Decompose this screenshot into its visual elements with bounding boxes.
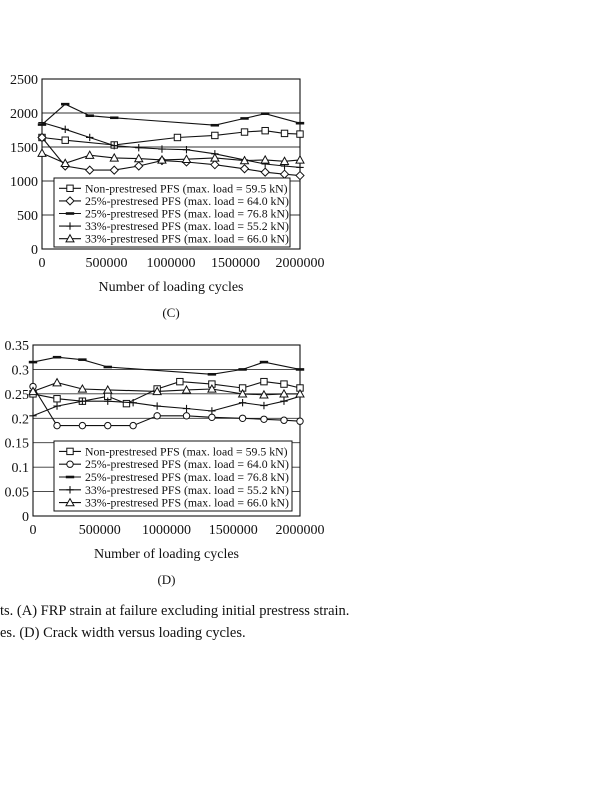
- y-tick-label: 500: [17, 209, 38, 224]
- series-2-point: [54, 422, 60, 428]
- series-2-point: [86, 166, 94, 174]
- x-tick-label: 2000000: [275, 523, 325, 538]
- series-1-point: [261, 378, 267, 384]
- x-tick-label: 1000000: [146, 256, 196, 271]
- series-2-point: [110, 166, 118, 174]
- panel-label: (D): [157, 572, 176, 587]
- series-1-point: [177, 378, 183, 384]
- series-1-point: [54, 396, 60, 402]
- series-1-point: [281, 381, 287, 387]
- series-4-point: [260, 402, 267, 409]
- series-line-5: [33, 383, 300, 395]
- series-1-point: [262, 127, 268, 133]
- y-tick-label: 1000: [10, 175, 38, 190]
- x-tick-label: 0: [38, 256, 46, 271]
- x-axis-label: Number of loading cycles: [98, 280, 244, 295]
- series-4-point: [239, 399, 246, 406]
- legend-entry: 33%-prestresed PFS (max. load = 55.2 kN): [85, 219, 289, 234]
- series-2-point: [241, 165, 249, 173]
- series-1-point: [281, 130, 287, 136]
- series-2-point: [135, 162, 143, 170]
- x-tick-label: 2000000: [275, 256, 325, 271]
- series-1-point: [174, 134, 180, 140]
- y-tick-label: 0: [31, 243, 38, 258]
- series-5-point: [86, 151, 94, 158]
- y-tick-label: 0.25: [4, 387, 29, 403]
- series-line-1: [33, 382, 300, 404]
- series-1-point: [212, 132, 218, 138]
- figure-caption-line-2: es. (D) Crack width versus loading cycles.: [0, 625, 246, 641]
- series-1-point: [241, 129, 247, 135]
- y-tick-label: 0.05: [4, 485, 29, 501]
- series-4-point: [208, 407, 215, 414]
- y-tick-label: 0.15: [4, 436, 29, 452]
- series-2-point: [281, 170, 289, 178]
- chart-panel-c: [10, 73, 325, 320]
- series-1-point: [62, 137, 68, 143]
- y-tick-label: 0.35: [4, 339, 29, 354]
- legend-entry: 33%-prestresed PFS (max. load = 66.0 kN): [85, 495, 289, 510]
- y-tick-label: 1500: [10, 141, 38, 156]
- legend-marker: [67, 461, 73, 467]
- x-tick-label: 0: [29, 523, 37, 538]
- series-4-point: [135, 144, 142, 151]
- y-tick-label: 0.1: [11, 461, 29, 477]
- series-4-point: [158, 145, 165, 152]
- series-5-point: [296, 156, 304, 163]
- legend-entry: Non-prestresed PFS (max. load = 59.5 kN): [85, 444, 288, 459]
- y-tick-label: 2000: [10, 107, 38, 122]
- series-2-point: [261, 168, 269, 176]
- series-line-3: [33, 357, 300, 374]
- y-tick-label: 0.2: [11, 412, 29, 428]
- chart-panel-d: [5, 339, 325, 587]
- series-2-point: [183, 413, 189, 419]
- legend-entry: 25%-prestresed PFS (max. load = 64.0 kN): [85, 457, 289, 472]
- series-line-1: [42, 131, 300, 145]
- series-1-point: [123, 400, 129, 406]
- series-4-point: [296, 164, 303, 171]
- series-2-point: [281, 417, 287, 423]
- legend-entry: 25%-prestresed PFS (max. load = 76.8 kN): [85, 206, 289, 221]
- legend-entry: 25%-prestresed PFS (max. load = 64.0 kN): [85, 193, 289, 208]
- series-2-point: [79, 422, 85, 428]
- series-2-point: [130, 422, 136, 428]
- series-2-point: [261, 416, 267, 422]
- series-2-point: [211, 161, 219, 169]
- x-tick-label: 1500000: [211, 256, 260, 271]
- series-2-point: [239, 415, 245, 421]
- series-4-point: [183, 405, 190, 412]
- series-2-point: [297, 418, 303, 424]
- x-tick-label: 1000000: [142, 523, 191, 538]
- series-1-point: [297, 131, 303, 137]
- legend-marker: [67, 185, 73, 191]
- series-5-point: [53, 379, 61, 386]
- series-5-point: [38, 149, 46, 156]
- series-4-point: [153, 402, 160, 409]
- series-2-point: [296, 172, 304, 180]
- panel-label: (C): [162, 305, 180, 320]
- series-4-point: [62, 126, 69, 133]
- series-line-2: [42, 138, 300, 176]
- legend-marker: [67, 448, 73, 454]
- x-axis-label: Number of loading cycles: [93, 547, 240, 562]
- legend-entry: 33%-prestresed PFS (max. load = 66.0 kN): [85, 231, 289, 246]
- legend-entry: 33%-prestresed PFS (max. load = 55.2 kN): [85, 482, 289, 497]
- x-tick-label: 500000: [85, 256, 128, 271]
- y-tick-label: 0.3: [11, 363, 29, 379]
- legend-entry: Non-prestresed PFS (max. load = 59.5 kN): [85, 181, 288, 196]
- series-line-2: [33, 387, 300, 426]
- series-4-point: [129, 399, 136, 406]
- x-tick-label: 1500000: [208, 523, 258, 538]
- series-4-point: [53, 402, 60, 409]
- series-2-point: [105, 422, 111, 428]
- x-tick-label: 500000: [78, 523, 121, 538]
- y-tick-label: 2500: [10, 73, 38, 88]
- series-2-point: [154, 413, 160, 419]
- figure-caption-line-1: ts. (A) FRP strain at failure excluding initial prestress strain.: [0, 603, 350, 619]
- series-line-4: [33, 396, 300, 416]
- series-line-5: [42, 153, 300, 163]
- legend-entry: 25%-prestresed PFS (max. load = 76.8 kN): [85, 470, 289, 484]
- y-tick-label: 0: [22, 510, 29, 525]
- series-4-point: [86, 134, 93, 141]
- series-2-point: [209, 414, 215, 420]
- series-4-point: [280, 397, 287, 404]
